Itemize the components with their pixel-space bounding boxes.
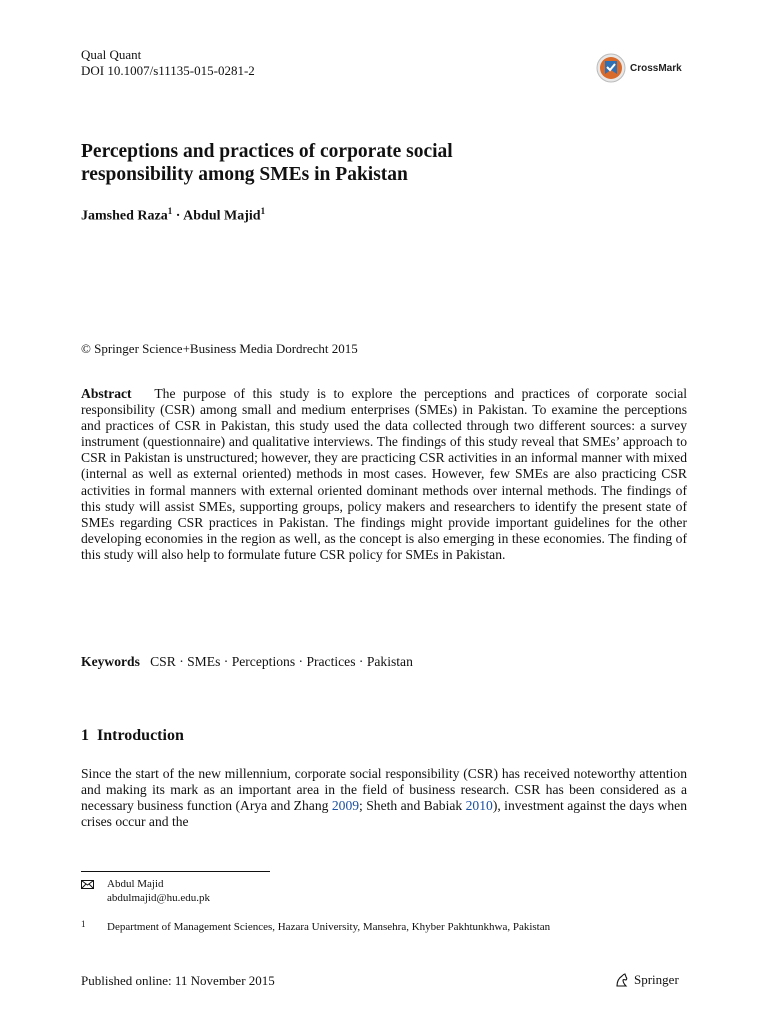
footnote-divider — [81, 871, 270, 872]
journal-name: Qual Quant — [81, 47, 142, 62]
corresponding-author — [107, 878, 210, 905]
title-line-1: Perceptions and practices of corporate social — [81, 141, 453, 162]
intro-text-1: Since the start of the new millennium, corporate social responsibility (CSR) has received noteworthy attention and making its mark as an important area in the field of business research. CSR has been considered as a necessary business function (Arya and Zhang — [81, 766, 687, 814]
springer-horse-icon — [614, 972, 630, 988]
author-affil-marker: 1 — [167, 206, 173, 216]
abstract-label: Abstract — [81, 386, 132, 401]
intro-paragraph — [81, 766, 687, 830]
keywords-text: CSR · SMEs · Perceptions · Practices · Pakistan — [150, 654, 413, 669]
journal-header — [81, 47, 255, 79]
doi[interactable]: DOI 10.1007/s11135-015-0281-2 — [81, 63, 255, 78]
corresponding-author-name: Abdul Majid — [107, 878, 164, 890]
article-title — [81, 140, 601, 186]
envelope-icon — [81, 880, 94, 889]
author-affil-marker: 1 — [260, 206, 266, 216]
crossmark-badge[interactable] — [596, 53, 682, 83]
keywords — [81, 654, 413, 670]
title-line-2: responsibility among SMEs in Pakistan — [81, 164, 408, 185]
published-date: Published online: 11 November 2015 — [81, 973, 275, 988]
copyright-notice: © Springer Science+Business Media Dordrecht 2015 — [81, 341, 358, 356]
author-separator: · — [172, 208, 184, 224]
author-name[interactable]: Abdul Majid — [183, 208, 261, 224]
abstract-text: The purpose of this study is to explore the perceptions and practices of corporate social responsibility (CSR) among small and medium enterprises (SMEs) in Pakistan. To examine the perceptions and practices of CSR in Pakistan, this study used the data collected through two different sources: a survey instrument (questionnaire) and qualitative interviews. The findings of this study reveal that SMEs’ approach to CSR in Pakistan is unstructured; however, they are practicing CSR activities in an informal manner with mixed (internal as well as external oriented) methods in most cases. However, few SMEs are also practicing CSR activities in formal manners with external oriented dominant methods over internal methods. The findings of this study will assist SMEs, supporting groups, policy makers and researchers to identify the present state of SMEs regarding CSR practices in Pakistan. The findings might provide important guidelines for the other developing economies in the region as well, as the concept is also emerging in these economies. The finding of this study will also help to formulate future CSR policy for SMEs in Pakistan. — [81, 386, 688, 562]
abstract — [81, 386, 687, 563]
publisher-logo — [614, 972, 679, 988]
affiliation-number: 1 — [81, 919, 86, 929]
intro-text-3: ), investment against the days when crises occur and the — [81, 798, 688, 830]
section-number: 1 — [81, 727, 89, 744]
section-title: Introduction — [97, 727, 184, 744]
section-heading — [81, 727, 184, 745]
author-list — [81, 206, 265, 225]
keywords-label: Keywords — [81, 654, 140, 669]
publisher-name: Springer — [634, 972, 679, 987]
citation-link[interactable]: 2009 — [331, 798, 360, 814]
intro-text-2: ; Sheth and Babiak — [359, 798, 466, 814]
citation-link[interactable]: 2010 — [465, 798, 493, 814]
corresponding-email[interactable]: abdulmajid@hu.edu.pk — [107, 891, 211, 904]
crossmark-icon — [596, 53, 626, 83]
affiliation-text: Department of Management Sciences, Hazara University, Mansehra, Khyber Pakhtunkhwa, Pakistan — [107, 921, 551, 933]
crossmark-label: CrossMark — [630, 62, 682, 74]
author-name[interactable]: Jamshed Raza — [81, 208, 168, 224]
